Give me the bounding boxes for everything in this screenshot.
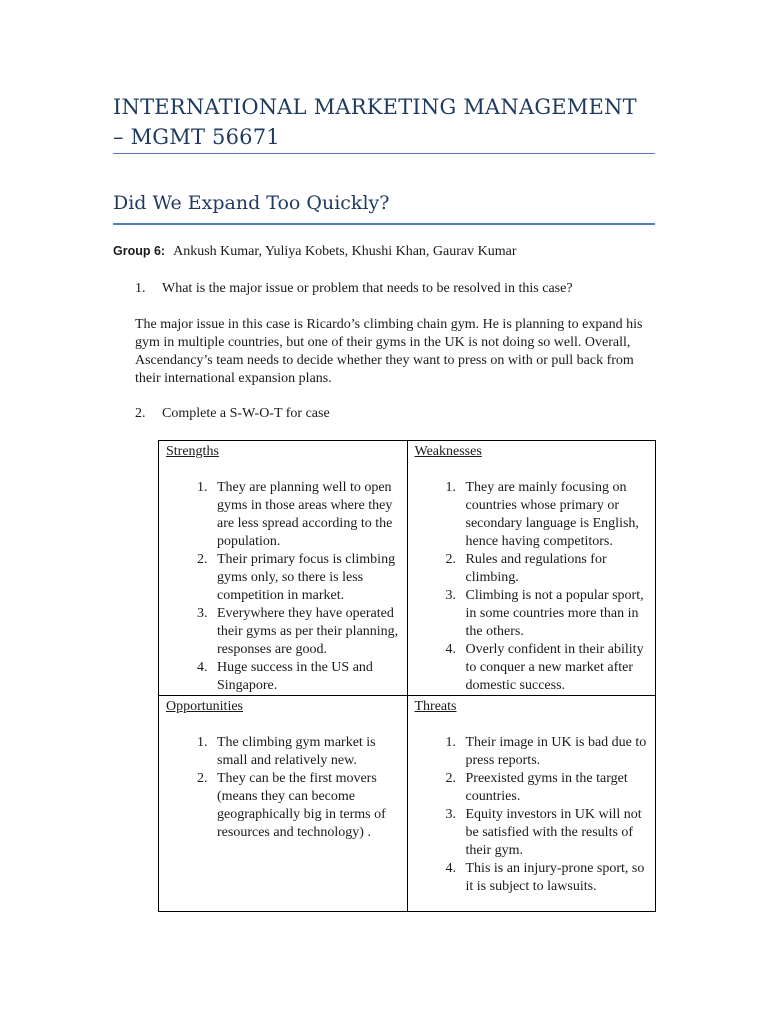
list-item: 2. Rules and regulations for climbing. — [460, 551, 650, 587]
list-item: 3. Equity investors in UK will not be satisfied with the results of their gym. — [460, 806, 650, 860]
group-line — [113, 244, 517, 260]
list-item: 2. Their primary focus is climbing gyms only, so there is less competition in market. — [211, 551, 401, 605]
list-item: 1. The climbing gym market is small and relatively new. — [211, 734, 401, 770]
list-item: 4. Huge success in the US and Singapore. — [211, 659, 401, 695]
list-item: 1. Their image in UK is bad due to press reports. — [460, 734, 650, 770]
weaknesses-heading: Weaknesses — [414, 444, 482, 459]
case-subtitle: Did We Expand Too Quickly? — [113, 192, 390, 214]
swot-weaknesses-cell — [407, 441, 656, 696]
question-2 — [135, 406, 330, 422]
opportunities-list — [166, 734, 401, 842]
strengths-list — [166, 479, 401, 695]
list-item: 4. Overly confident in their ability to conquer a new market after domestic success. — [460, 641, 650, 695]
question-1-number: 1. — [135, 281, 146, 296]
group-members: Ankush Kumar, Yuliya Kobets, Khushi Khan, Gaurav Kumar — [173, 244, 517, 259]
title-divider — [113, 153, 655, 154]
list-item: 4. This is an injury-prone sport, so it is subject to lawsuits. — [460, 860, 650, 896]
list-item: 1. They are mainly focusing on countries whose primary or secondary language is English, hence having competitors. — [460, 479, 650, 551]
threats-heading: Threats — [414, 699, 457, 714]
document-title — [113, 92, 673, 152]
swot-strengths-cell — [159, 441, 408, 696]
group-label: Group 6: — [113, 244, 166, 258]
question-1 — [135, 281, 573, 297]
list-item: 1. They are planning well to open gyms in those areas where they are less spread according to the population. — [211, 479, 401, 551]
subtitle-divider — [113, 223, 655, 225]
list-item: 3. Climbing is not a popular sport, in some countries more than in the others. — [460, 587, 650, 641]
list-item: 2. They can be the first movers (means they can become geographically big in terms of resources and technology) . — [211, 770, 401, 842]
strengths-heading: Strengths — [166, 444, 219, 459]
weaknesses-list — [415, 479, 650, 695]
threats-list — [415, 734, 650, 896]
swot-opportunities-cell — [159, 696, 408, 912]
title-line-2: – MGMT 56671 — [113, 125, 280, 149]
opportunities-heading: Opportunities — [166, 699, 243, 714]
list-item: 3. Everywhere they have operated their gyms as per their planning, responses are good. — [211, 605, 401, 659]
swot-threats-cell — [407, 696, 656, 912]
title-line-1: INTERNATIONAL MARKETING MANAGEMENT — [113, 95, 637, 119]
question-1-text: What is the major issue or problem that needs to be resolved in this case? — [162, 281, 573, 296]
answer-1: The major issue in this case is Ricardo’s climbing chain gym. He is planning to expand his gym in multiple countries, but one of their gyms in the UK is not doing so well. Overall, Ascendancy’s team needs to decide whether they want to press on with or pull back from their international expansion plans. — [135, 317, 643, 386]
swot-table — [158, 440, 656, 912]
list-item: 2. Preexisted gyms in the target countries. — [460, 770, 650, 806]
question-2-text: Complete a S-W-O-T for case — [162, 406, 330, 421]
question-2-number: 2. — [135, 406, 146, 421]
